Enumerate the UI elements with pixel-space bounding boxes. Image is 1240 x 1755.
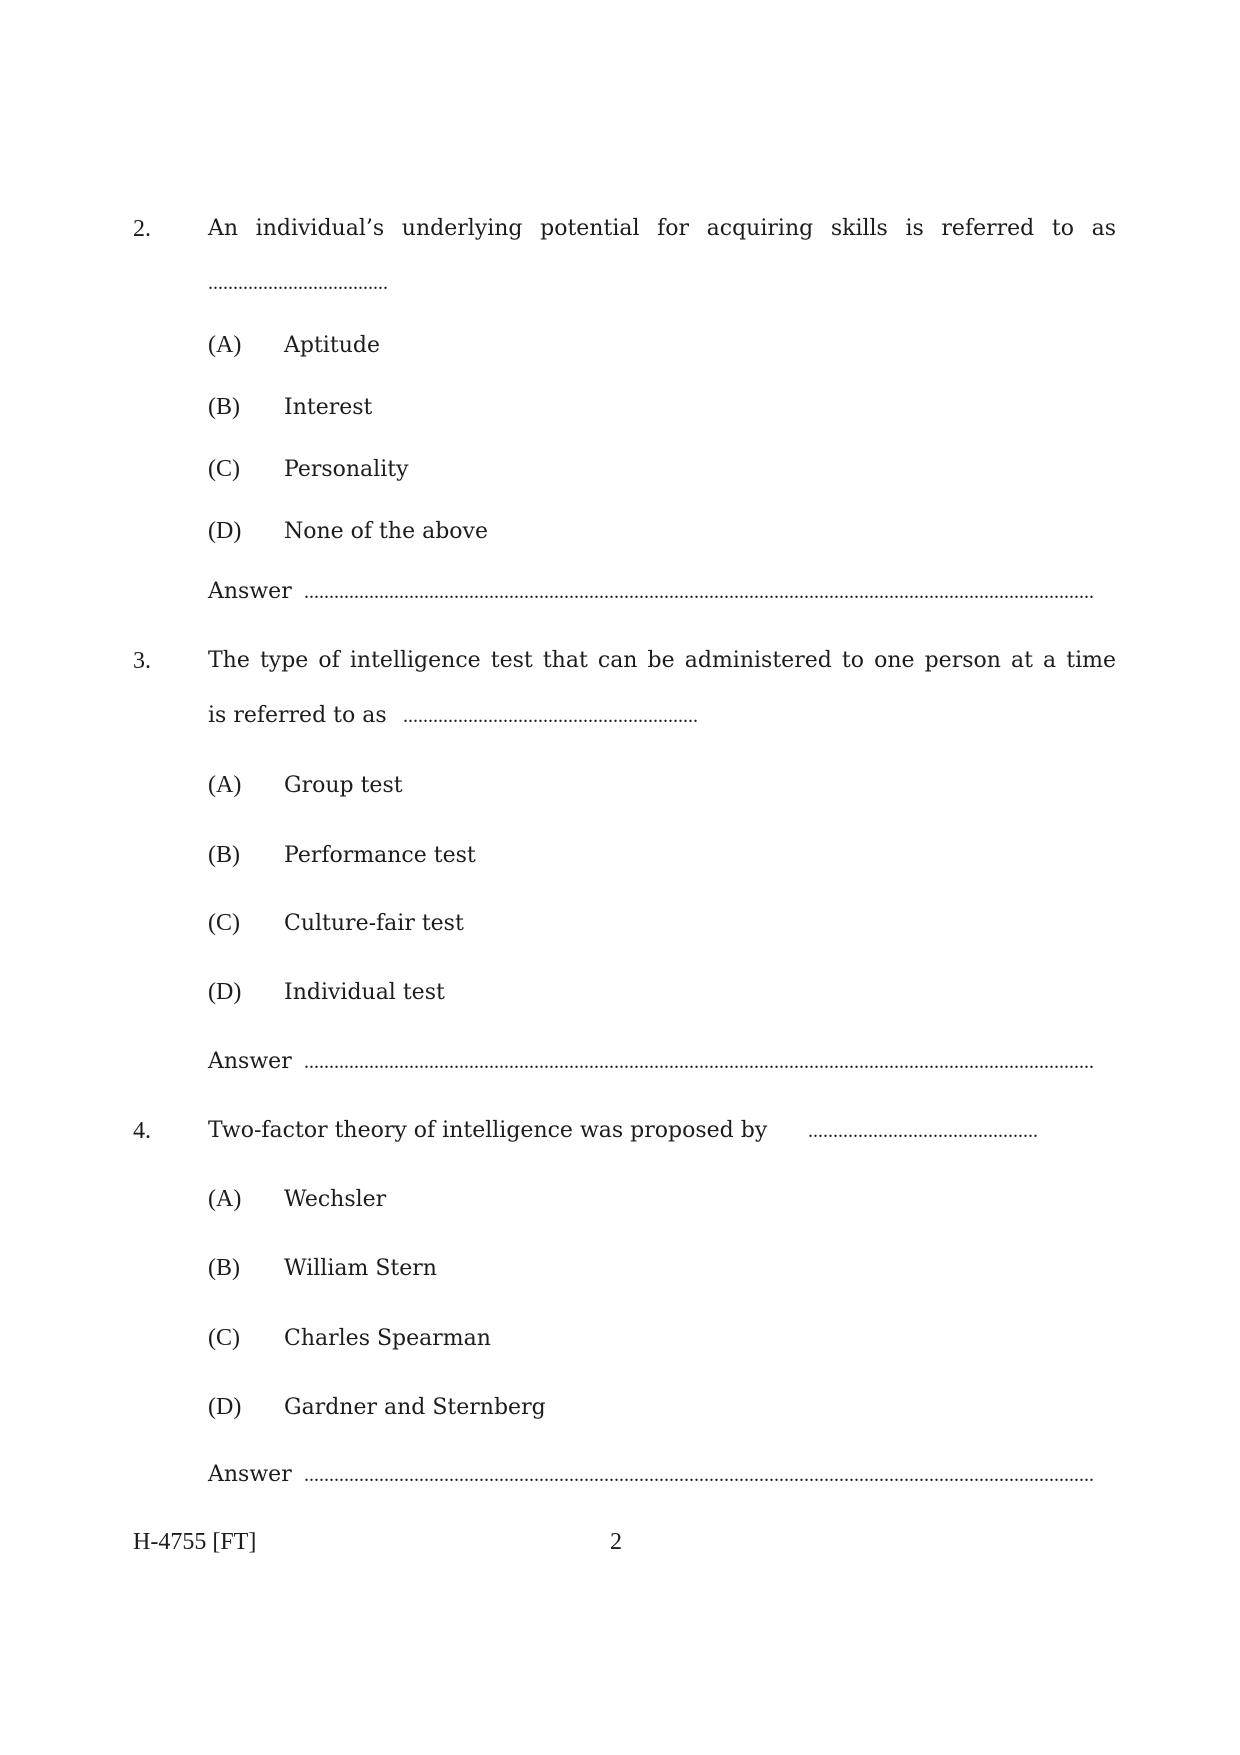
option-b xyxy=(208,392,372,423)
question-stem-line: is referred to as xyxy=(208,703,387,728)
question-stem: Two-factor theory of intelligence was proposed by xyxy=(208,1118,768,1143)
option-d xyxy=(208,1392,546,1423)
paper-code: H-4755 [FT] xyxy=(133,1529,257,1555)
answer-label: Answer xyxy=(208,579,292,604)
answer-dots: .............................................................................................................................................................. xyxy=(304,1464,1094,1486)
question-stem-continued xyxy=(208,701,698,731)
option-b xyxy=(208,840,476,871)
answer-dots: .............................................................................................................................................................. xyxy=(304,1051,1094,1073)
option-c xyxy=(208,1323,491,1354)
option-a xyxy=(208,770,403,801)
option-c xyxy=(208,908,464,939)
option-label: (B) xyxy=(208,842,240,868)
question-blank xyxy=(208,268,388,298)
option-a xyxy=(208,1184,386,1215)
question-stem: An individual’s underlying potential for acquiring skills is referred to as xyxy=(208,216,1116,241)
option-label: (D) xyxy=(208,979,242,1005)
option-text: Charles Spearman xyxy=(284,1326,491,1351)
question-stem-row xyxy=(208,1116,1038,1146)
answer-line xyxy=(208,577,1094,607)
question-number: 4. xyxy=(133,1118,151,1144)
option-label: (B) xyxy=(208,1255,240,1281)
option-label: (D) xyxy=(208,1394,242,1420)
option-label: (C) xyxy=(208,456,240,482)
option-c xyxy=(208,454,409,485)
option-text: Individual test xyxy=(284,980,445,1005)
option-label: (A) xyxy=(208,772,242,798)
question-number: 2. xyxy=(133,216,151,242)
option-text: Wechsler xyxy=(284,1187,387,1212)
option-label: (A) xyxy=(208,1186,242,1212)
blank-dots: .................................... xyxy=(208,272,388,294)
question-stem: The type of intelligence test that can be administered to one person at a time xyxy=(208,648,1116,673)
answer-dots: .............................................................................................................................................................. xyxy=(304,581,1094,603)
option-text: None of the above xyxy=(284,519,488,544)
blank-dots: ........................................................... xyxy=(403,705,698,727)
option-text: Aptitude xyxy=(284,333,380,358)
option-text: Gardner and Sternberg xyxy=(284,1395,546,1420)
blank-dots: .............................................. xyxy=(808,1120,1038,1142)
option-label: (A) xyxy=(208,332,242,358)
answer-label: Answer xyxy=(208,1462,292,1487)
option-label: (D) xyxy=(208,518,242,544)
option-text: Performance test xyxy=(284,843,476,868)
option-text: Interest xyxy=(284,395,373,420)
option-text: Culture-fair test xyxy=(284,911,464,936)
answer-line xyxy=(208,1047,1094,1077)
question-number: 3. xyxy=(133,648,151,674)
option-a xyxy=(208,330,380,361)
option-text: Group test xyxy=(284,773,403,798)
option-text: William Stern xyxy=(284,1256,437,1281)
option-text: Personality xyxy=(284,457,409,482)
answer-label: Answer xyxy=(208,1049,292,1074)
option-label: (C) xyxy=(208,1325,240,1351)
option-b xyxy=(208,1253,437,1284)
page-number: 2 xyxy=(610,1529,622,1555)
option-label: (C) xyxy=(208,910,240,936)
answer-line xyxy=(208,1460,1094,1490)
option-label: (B) xyxy=(208,394,240,420)
option-d xyxy=(208,977,445,1008)
option-d xyxy=(208,516,488,547)
